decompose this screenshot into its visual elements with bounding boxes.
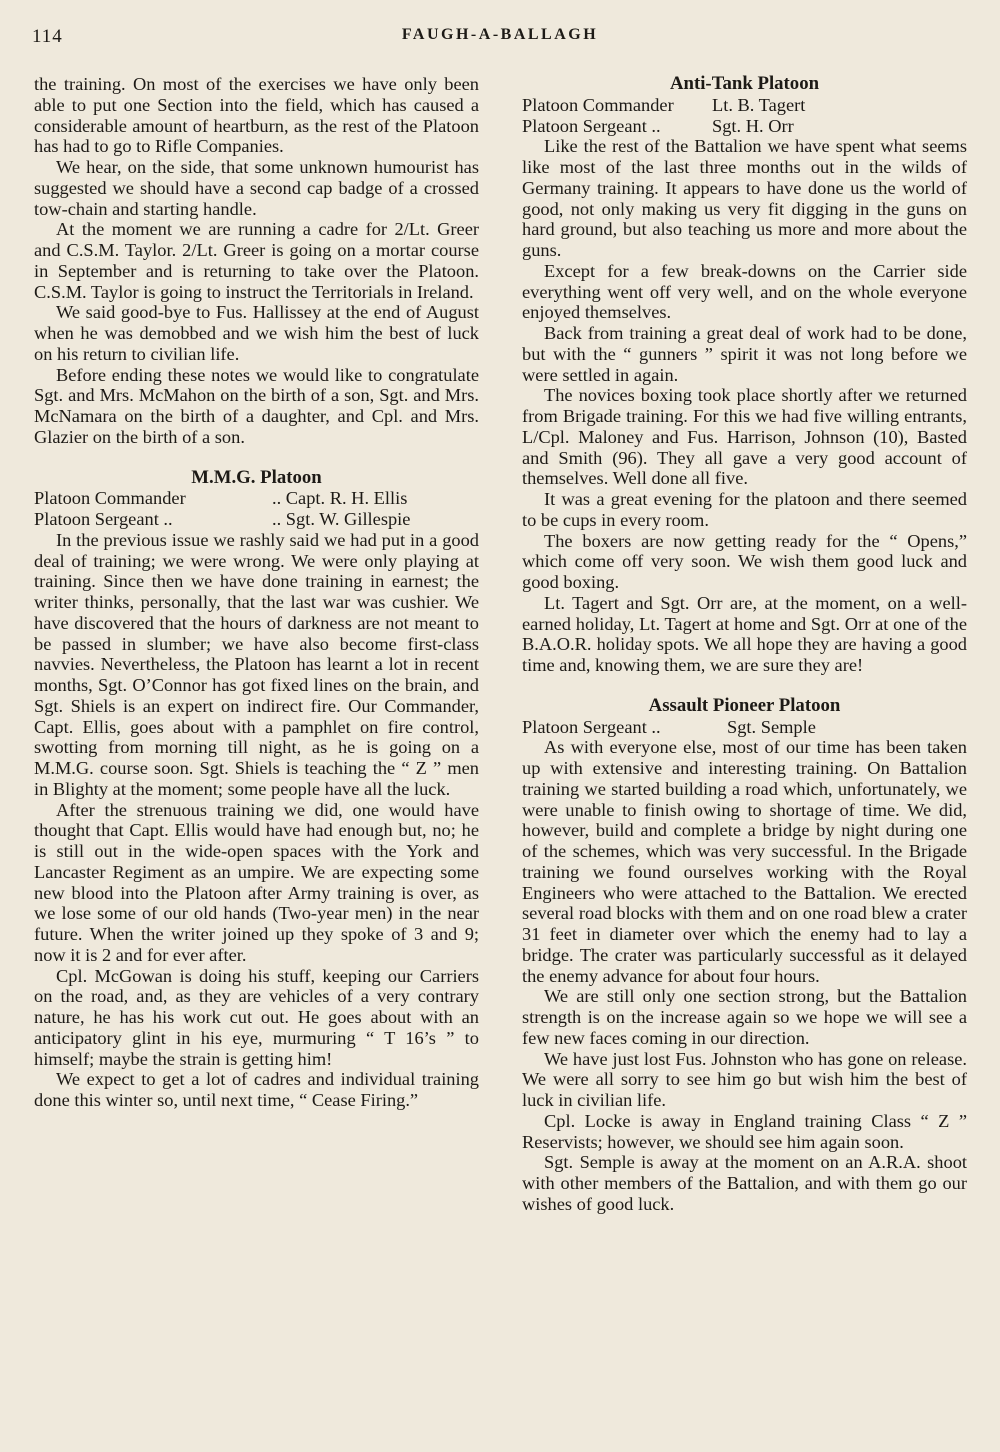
- paragraph: In the previous issue we rashly said we had put in a good deal of training; we were wrong. We were only playing at training. Since then we have done training in earnest; the writer thinks, personally, that the last war was cushier. We have discovered that the hours of darkness are not meant to be passed in slumber; we have also become first-class navvies. Nevertheless, the Platoon has learnt a lot in recent months, Sgt. O’Connor has got fixed lines on the brain, and Sgt. Shiels is an expert on indirect fire. Our Commander, Capt. Ellis, goes about with a pamphlet on fire control, swotting from morning till night, as he is going on a M.M.G. course soon. Sgt. Shiels is teaching the “ Z ” men in Blighty at the moment; some people have all the luck.: [34, 529, 479, 799]
- paragraph: Except for a few break-downs on the Carrier side everything went off very well, and on the whole everyone enjoyed themselves.: [522, 260, 967, 323]
- paragraph: It was a great evening for the platoon and there seemed to be cups in every room.: [522, 489, 967, 530]
- roster-role: Platoon Commander: [522, 94, 674, 115]
- left-column: [34, 74, 479, 1111]
- paragraph: We have just lost Fus. Johnston who has gone on release. We were all sorry to see him go but wish him the best of luck in civilian life.: [522, 1048, 967, 1110]
- roster-name: Sgt. Semple: [727, 716, 816, 737]
- paragraph: Like the rest of the Battalion we have spent what seems like most of the last three months out in the wilds of Germany training. It appears to have done us the world of good, not only making us very fit digging in the guns on hard ground, but also teaching us more and more about the guns.: [522, 136, 967, 260]
- section-heading-antitank: Anti-Tank Platoon: [669, 73, 820, 94]
- page-header: [0, 26, 1000, 50]
- roster-pioneer: [522, 717, 967, 738]
- paragraph: We said good-bye to Fus. Hallissey at the end of August when he was demobbed and we wish him the best of luck on his return to civilian life.: [34, 302, 479, 364]
- roster-row: [34, 509, 479, 530]
- paragraph: the training. On most of the exercises we have only been able to put one Section into the field, which has caused a considerable amount of heartburn, as the rest of the Platoon has had to go to Rifle Companies.: [34, 74, 479, 157]
- roster-role: Platoon Sergeant ..: [34, 509, 173, 529]
- paragraph: As with everyone else, most of our time has been taken up with extensive and interesting training. On Battalion training we started building a road which, unfortunately, we were unable to finish owing to shortage of time. We did, however, build and complete a bridge by night during one of the schemes, which was very successful. In the Brigade training we found ourselves working with the Royal Engineers who were attached to the Battalion. We erected several road blocks with them and on one road blew a crater 31 feet in diameter over which the enemy had to lay a bridge. The crater was particularly successful as it delayed the enemy advance for about four hours.: [522, 737, 967, 986]
- right-column: [522, 74, 967, 1215]
- roster-antitank: [522, 95, 967, 137]
- section-heading-pioneer: Assault Pioneer Platoon: [648, 694, 841, 716]
- roster-row: [522, 95, 967, 116]
- roster-role: Platoon Commander: [34, 488, 186, 509]
- paragraph: We expect to get a lot of cadres and individual training done this winter so, until next time, “ Cease Firing.”: [34, 1069, 479, 1110]
- roster-name: Lt. B. Tagert: [712, 94, 806, 115]
- paragraph: Before ending these notes we would like to congratulate Sgt. and Mrs. McMahon on the birth of a son, Sgt. and Mrs. McNamara on the birth of a daughter, and Cpl. and Mrs. Glazier on the birth of a son.: [34, 364, 479, 447]
- roster-name: .. Capt. R. H. Ellis: [272, 488, 408, 509]
- roster-row: [34, 488, 479, 509]
- roster-row: [522, 116, 967, 137]
- roster-role: Platoon Sergeant ..: [522, 115, 661, 136]
- roster-name: .. Sgt. W. Gillespie: [272, 509, 411, 529]
- paragraph: Back from training a great deal of work had to be done, but with the “ gunners ” spirit it was not long before we were settled in again.: [522, 323, 967, 385]
- page-number: 114: [32, 26, 63, 47]
- paragraph: Cpl. McGowan is doing his stuff, keeping our Carriers on the road, and, as they are vehicles of a very contrary nature, he has his work cut out. He goes about with an anticipatory glint in his eye, murmuring “ T 16’s ” to himself; maybe the strain is getting him!: [34, 965, 479, 1069]
- running-head: FAUGH-A-BALLAGH: [401, 26, 599, 43]
- paragraph: Lt. Tagert and Sgt. Orr are, at the moment, on a well-earned holiday, Lt. Tagert at home and Sgt. Orr at one of the B.A.O.R. holiday spots. We all hope they are having a good time and, knowing them, we are sure they are!: [522, 592, 967, 675]
- paragraph: We are still only one section strong, but the Battalion strength is on the increase again so we hope we will see a few new faces coming in our direction.: [522, 986, 967, 1048]
- roster-mmg: [34, 488, 479, 530]
- paragraph: After the strenuous training we did, one would have thought that Capt. Ellis would have had enough but, no; he is still out in the wide-open spaces with the York and Lancaster Regiment as an umpire. We are expecting some new blood into the Platoon after Army training is over, as we lose some of our old hands (Two-year men) in the near future. When the writer joined up they spoke of 3 and 9; now it is 2 and for ever after.: [34, 799, 479, 965]
- paragraph: Sgt. Semple is away at the moment on an A.R.A. shoot with other members of the Battalion, and with them go our wishes of good luck.: [522, 1152, 967, 1214]
- paragraph: At the moment we are running a cadre for 2/Lt. Greer and C.S.M. Taylor. 2/Lt. Greer is going on a mortar course in September and is returning to take over the Platoon. C.S.M. Taylor is going to instruct the Territorials in Ireland.: [34, 219, 479, 302]
- roster-row: [522, 717, 967, 738]
- paragraph: The boxers are now getting ready for the “ Opens,” which come off very soon. We wish them good luck and good boxing.: [522, 530, 967, 592]
- roster-role: Platoon Sergeant ..: [522, 716, 661, 737]
- section-heading-mmg: M.M.G. Platoon: [191, 466, 322, 488]
- roster-name: Sgt. H. Orr: [712, 115, 794, 136]
- paragraph: We hear, on the side, that some unknown humourist has suggested we should have a second cap badge of a crossed tow-chain and starting handle.: [34, 157, 479, 219]
- paragraph: The novices boxing took place shortly after we returned from Brigade training. For this we had five willing entrants, L/Cpl. Maloney and Fus. Harrison, Johnson (10), Basted and Smith (96). They all gave a very good account of themselves. Well done all five.: [522, 385, 967, 489]
- paragraph: Cpl. Locke is away in England training Class “ Z ” Reservists; however, we should see him again soon.: [522, 1110, 967, 1152]
